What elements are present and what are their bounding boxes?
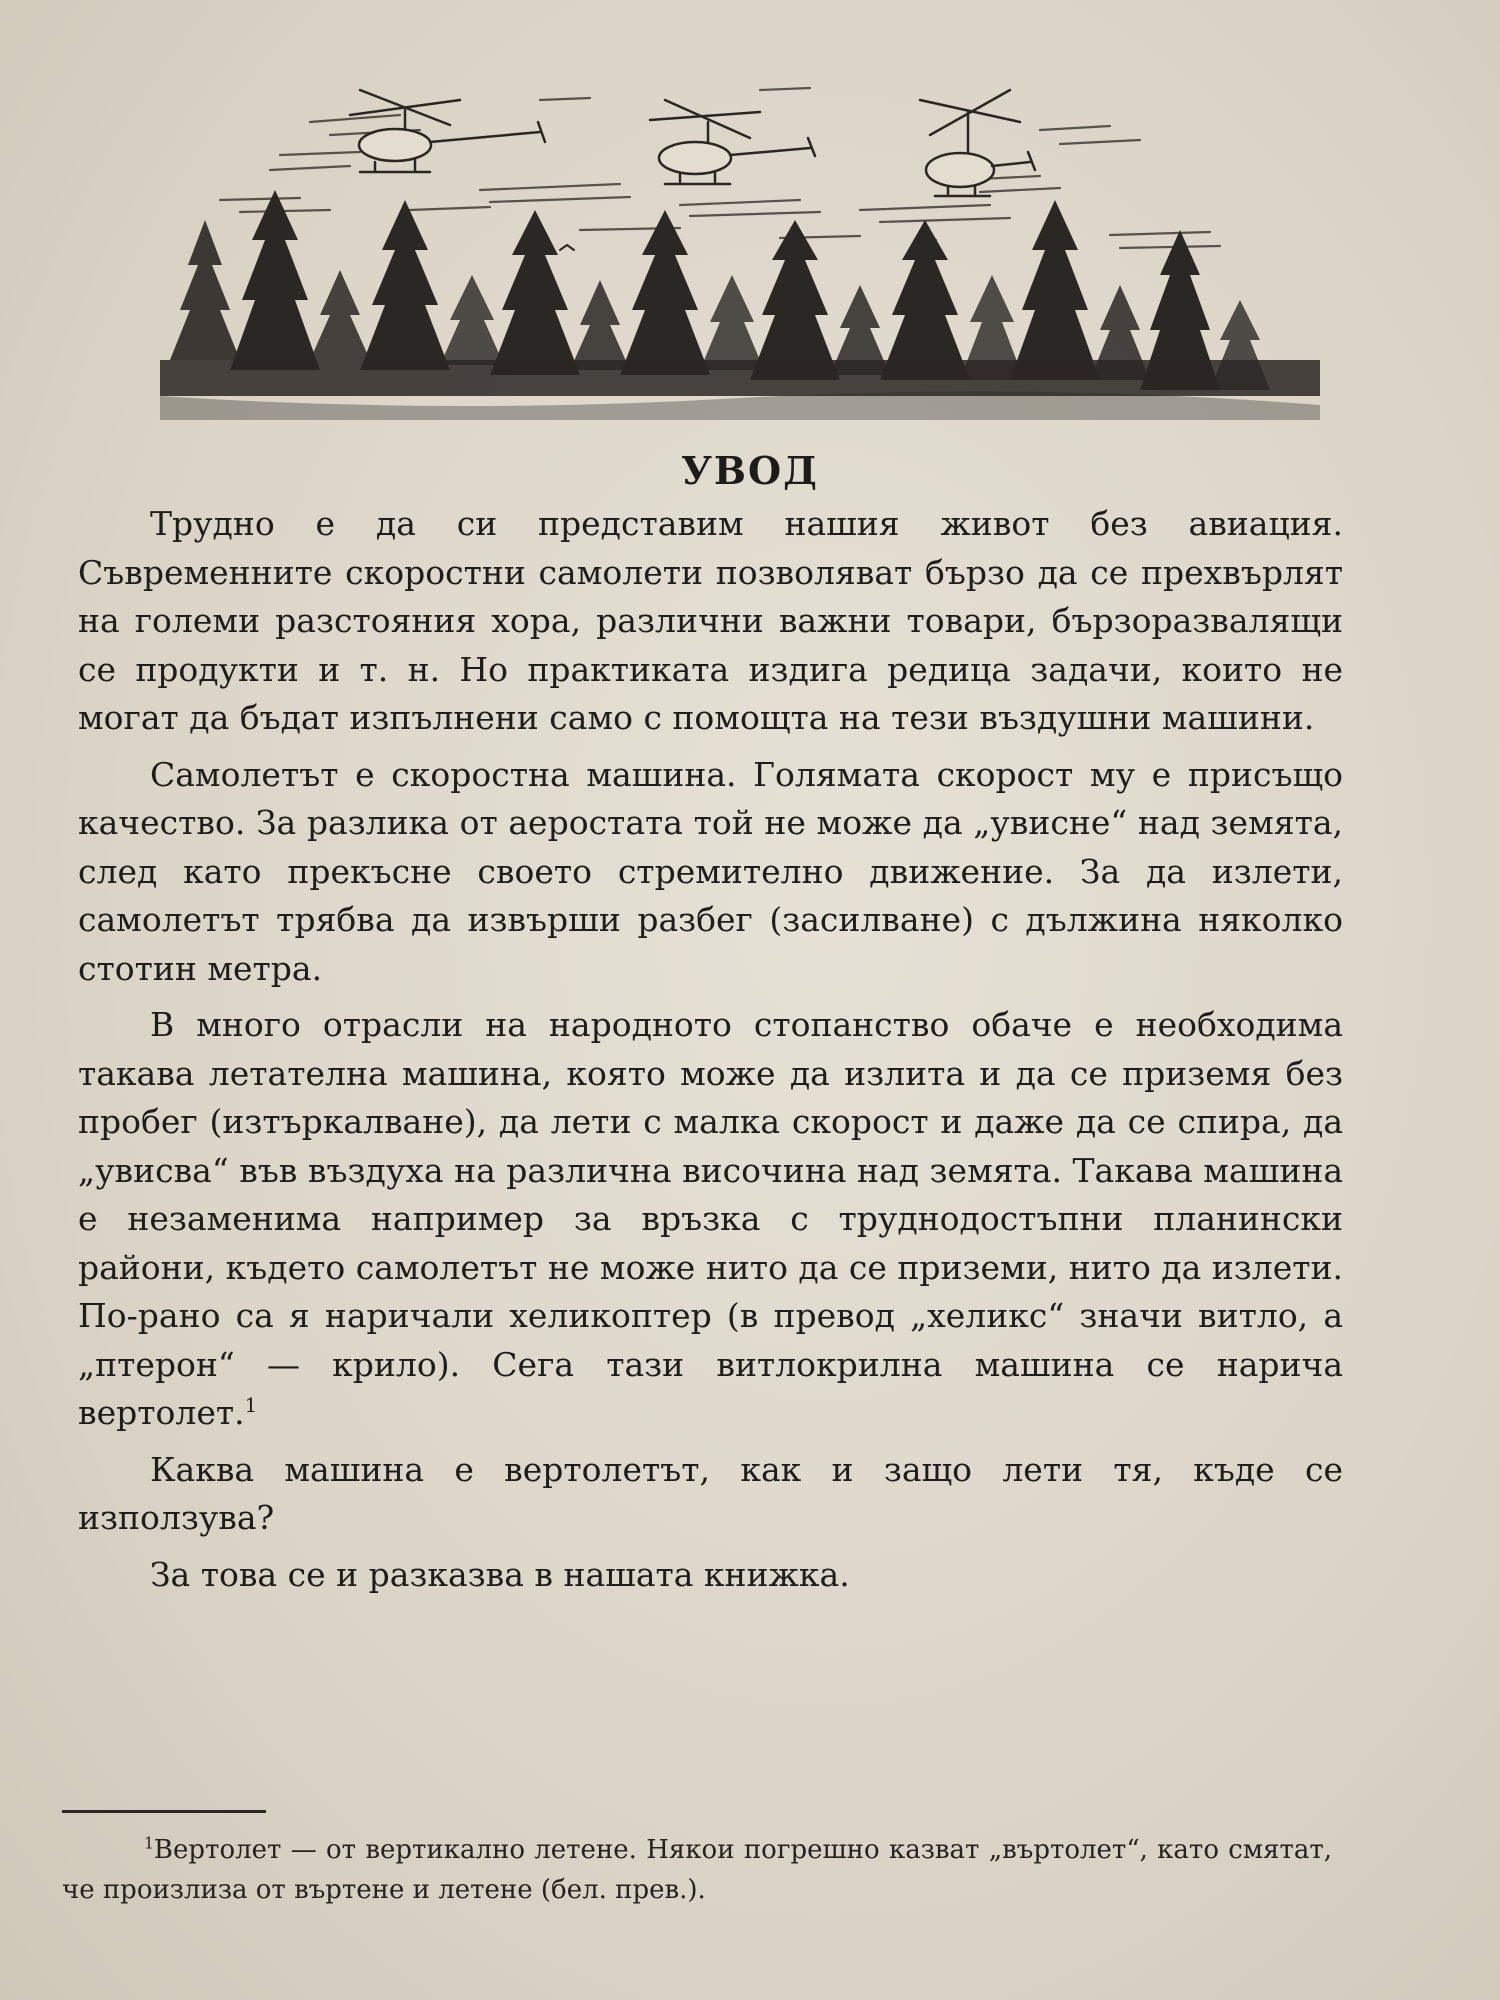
- forest-treeline: [160, 190, 1320, 420]
- paragraph: Самолетът е скоростна машина. Голямата скорост му е присъщо качество. За разлика от аеростата той не може да „увисне“ над земята, след като прекъсне своето стремително движение. За да излети, самолетът трябва да извърши разбег (засилване) с дължина няколко стотин метра.: [78, 754, 1343, 988]
- footnote-marker: 1: [144, 1834, 154, 1853]
- footnote: [62, 1830, 1332, 1910]
- paragraph-text: В много отрасли на народното стопанство обаче е необходима такава летателна машина, която може да излита и да се приземя без пробег (изтъркалване), да лети с малка скорост и даже да се спира, да „увисва“ във въздуха на различна височина над земята. Такава машина е незаменима например за връзка с труднодостъпни планински райони, където самолетът не може нито да се приземи, нито да излети. По-рано са я наричали хеликоптер (в превод „хеликс“ значи витло, а „птерон“ — крило). Сега тази витлокрилна машина се нарича вертолет.: [78, 1005, 1344, 1432]
- footnote-text: Вертолет — от вертикално летене. Някои погрешно казват „въртолет“, като смятат, че произлиза от въртене и летене (бел. прев.).: [62, 1835, 1332, 1905]
- paragraph: Каква машина е вертолетът, как и защо лети тя, къде се използува?: [78, 1449, 1343, 1537]
- paragraph: Трудно е да си представим нашия живот без авиация. Съвременните скоростни самолети позволяват бързо да се прехвърлят на големи разстояния хора, различни важни товари, бързоразвалящи се продукти и т. н. Но практиката издига редица задачи, които не могат да бъдат изпълнени само с помощта на тези въздушни машини.: [78, 504, 1343, 737]
- paragraph: [78, 1001, 1343, 1438]
- helicopter-icon: [650, 100, 815, 184]
- paragraph: За това се и разказва в нашата книжка.: [150, 1554, 850, 1594]
- body-text: [78, 500, 1343, 1607]
- helicopter-icon: [920, 90, 1035, 196]
- chapter-title: УВОД: [681, 448, 819, 493]
- helicopter-icon: [350, 90, 545, 172]
- footnote-divider: [62, 1810, 266, 1813]
- helicopters-over-forest-illustration: [160, 60, 1320, 440]
- footnote-reference[interactable]: 1: [244, 1394, 258, 1417]
